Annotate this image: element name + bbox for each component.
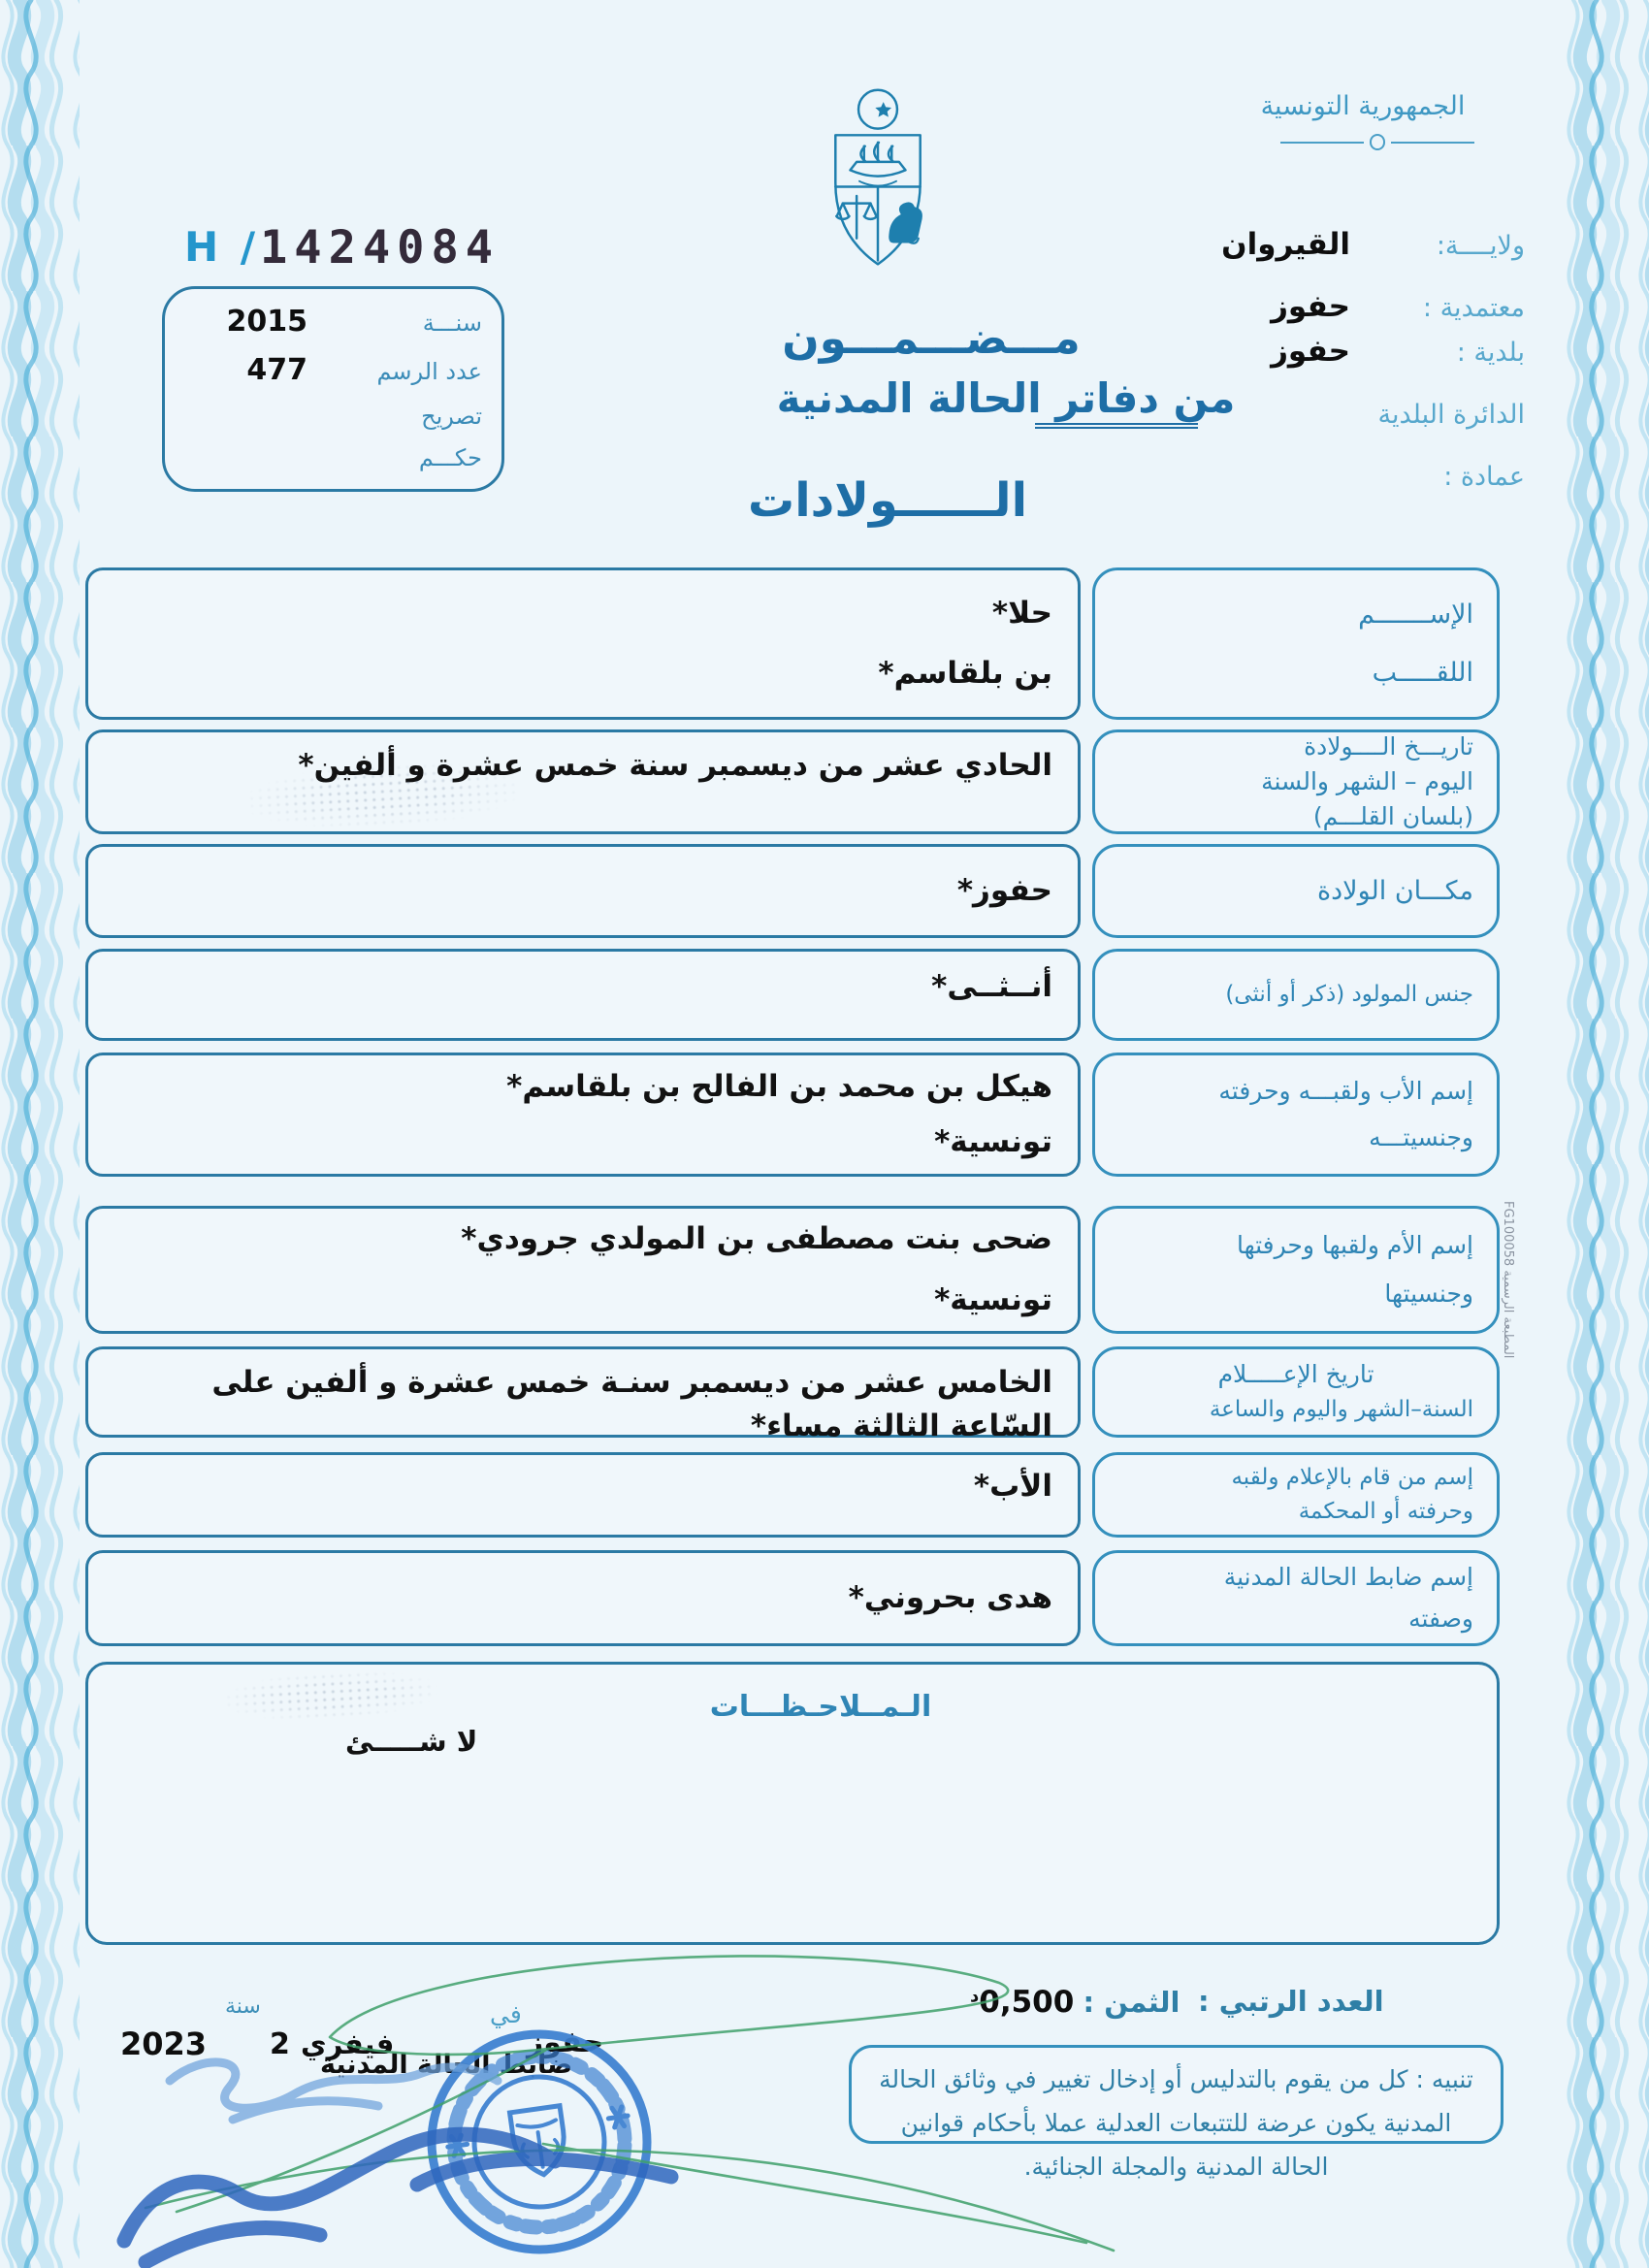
notification-date-label-cell: [1092, 1346, 1500, 1438]
printer-mark: المطبعة الرسمية FG100058: [1501, 1201, 1515, 1359]
registrar-value: هدى بحروني*: [848, 1580, 1052, 1616]
birth-place-label: مكـــان الولادة: [1317, 875, 1473, 906]
ordinal-number-label: العدد الرتبي :: [1198, 1985, 1384, 2018]
father-value-cell: [85, 1053, 1081, 1177]
year-label: سنـــة: [422, 309, 482, 337]
signature-scrawl-heavy: [124, 2134, 671, 2262]
sex-value: أنــثــى*: [931, 969, 1052, 1004]
municipal-district-label: الدائرة البلدية: [1377, 400, 1525, 430]
price-value: 0,500: [979, 1985, 1075, 2020]
father-label-1: إسم الأب ولقبـــه وحرفته: [1218, 1076, 1473, 1105]
issue-day: 2: [270, 2027, 290, 2061]
tunisia-coat-of-arms: [820, 85, 936, 270]
notifier-value-cell: [85, 1452, 1081, 1538]
sex-label: جنس المولود (ذكر أو أنثى): [1225, 981, 1473, 1007]
faded-stamp-residue: [223, 1667, 438, 1724]
birth-place-label-cell: [1092, 844, 1500, 938]
birth-date-label-3: (بلسان القلـــم): [1312, 802, 1473, 831]
delegation-label: معتمدية :: [1422, 293, 1525, 323]
declaration-label: تصريح: [421, 402, 482, 430]
birth-date-value: الحادي عشر من ديسمبر سنة خمس عشرة و ألفين*: [298, 748, 1052, 783]
registry-declaration-row: [184, 403, 482, 430]
father-nationality-value: تونسية*: [934, 1124, 1052, 1159]
issue-place: حفوز: [527, 2025, 604, 2059]
father-label-2: وجنسيتـــه: [1369, 1123, 1473, 1152]
title-line-2: من دفاتر الحالة المدنية: [776, 374, 1236, 422]
name-value-cell: [85, 567, 1081, 720]
birth-date-label-cell: [1092, 729, 1500, 834]
delegation-value: حفوز: [1271, 289, 1350, 324]
name-label-cell: [1092, 567, 1500, 720]
omda-label: عمادة :: [1443, 462, 1525, 492]
fraud-warning-notice: تنبيه : كل من يقوم بالتدليس أو إدخال تغيير في وثائق الحالة المدنية يكون عرضة للتتبعات العدلية عملا بأحكام قوانين الحالة المدنية والمجلة الجنائية.: [849, 2045, 1504, 2144]
republic-title: الجمهورية التونسية: [1260, 91, 1466, 121]
notifier-label-cell: [1092, 1452, 1500, 1538]
name-label: الإســـــــم: [1358, 599, 1473, 631]
serial-prefix: H /: [184, 223, 260, 271]
registry-judgment-row: [184, 444, 482, 471]
title-underline: [1035, 423, 1198, 429]
price-label: الثمن :: [1083, 1986, 1180, 2019]
father-name-value: هيكل بن محمد بن الفالح بن بلقاسم*: [506, 1069, 1052, 1105]
serial-number: 1424084: [260, 221, 501, 275]
title-line-3: الــــــولادات: [747, 473, 1028, 528]
sex-label-cell: [1092, 949, 1500, 1041]
act-number-label: عدد الرسم: [376, 358, 482, 386]
mother-value-cell: [85, 1206, 1081, 1334]
notification-date-label-2: السنة–الشهر واليوم والساعة: [1209, 1397, 1473, 1423]
notification-date-value: الخامس عشر من ديسمبر سنـة خمس عشرة و ألفين على السّاعة الثالثة مساء*: [211, 1365, 1052, 1443]
municipality-value: حفوز: [1271, 334, 1350, 369]
title-line-1: مـــضـــمـــون: [782, 312, 1081, 364]
judgment-label: حكـــم: [418, 443, 482, 471]
signature-scrawl-light: [170, 2062, 498, 2120]
price-unit: د: [970, 1986, 980, 2007]
birth-place-value: حفوز*: [956, 873, 1052, 909]
registry-act-row: [184, 353, 482, 387]
field-omda: [1086, 462, 1525, 492]
municipality-label: بلدية :: [1456, 338, 1525, 368]
surname-label: اللقـــــب: [1372, 657, 1473, 688]
notification-date-label-1: تاريخ الإعـــــلام: [1217, 1360, 1374, 1389]
act-number-value: 477: [246, 353, 307, 388]
mother-nationality-value: تونسية*: [934, 1282, 1052, 1317]
birth-place-value-cell: [85, 844, 1081, 938]
officer-signature-title: ضابط الحالة المدنية: [320, 2050, 573, 2080]
notification-date-value-cell: [85, 1346, 1081, 1443]
issue-in-word: في: [490, 2000, 522, 2028]
surname-value: بن بلقاسم*: [878, 655, 1052, 691]
wilaya-value: القيروان: [1221, 227, 1350, 262]
mother-label-1: إسم الأم ولقبها وحرفتها: [1236, 1230, 1473, 1259]
notes-box: [85, 1662, 1500, 1945]
registry-year-row: [184, 305, 482, 339]
issue-year-word: سنة: [225, 1994, 261, 2019]
issue-month: فيفري: [301, 2027, 395, 2060]
given-name-value: حلا*: [991, 596, 1052, 632]
registrar-value-cell: [85, 1550, 1081, 1646]
notifier-label-1: إسم من قام بالإعلام ولقبه: [1231, 1465, 1473, 1491]
issue-year: 2023: [120, 2025, 208, 2062]
year-value: 2015: [226, 305, 307, 339]
signatures-and-pen-marks: [0, 1921, 1649, 2268]
sex-value-cell: [85, 949, 1081, 1041]
mother-name-value: ضحى بنت مصطفى بن المولدي جرودي*: [461, 1221, 1052, 1257]
notes-title: الـمــلاحـظـــات: [709, 1690, 932, 1724]
notes-value: لا شـــــئ: [345, 1725, 478, 1758]
registrar-label-2: وصفته: [1408, 1604, 1473, 1633]
registry-reference-box: [162, 286, 504, 492]
birth-date-label-1: تاريـــخ الــــولادة: [1304, 731, 1473, 761]
birth-date-label-2: اليوم – الشهر والسنة: [1261, 766, 1473, 795]
registrar-label-1: إسم ضابط الحالة المدنية: [1223, 1563, 1473, 1592]
header-divider: [1280, 134, 1474, 150]
registrar-label-cell: [1092, 1550, 1500, 1646]
mother-label-2: وجنسيتها: [1384, 1279, 1473, 1308]
father-label-cell: [1092, 1053, 1500, 1177]
birth-date-value-cell: [85, 729, 1081, 834]
field-wilaya: [1086, 227, 1525, 262]
notifier-value: الأب*: [973, 1469, 1052, 1504]
notifier-label-2: وحرفته أو المحكمة: [1298, 1498, 1473, 1524]
wilaya-label: ولايــــة:: [1436, 231, 1525, 261]
mother-label-cell: [1092, 1206, 1500, 1334]
